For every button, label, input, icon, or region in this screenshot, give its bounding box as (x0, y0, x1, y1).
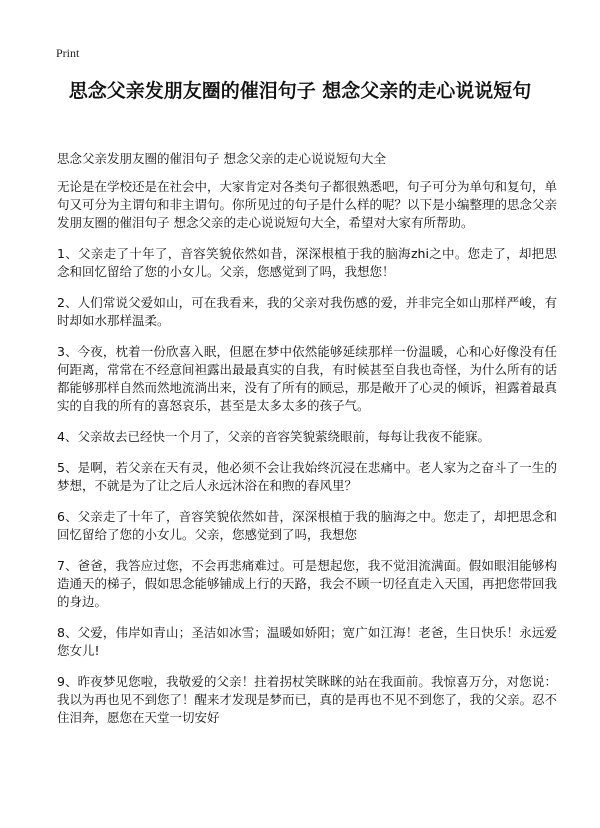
print-label: Print (56, 46, 80, 60)
paragraph-item: 8、父爱，伟岸如青山；圣洁如冰雪；温暖如娇阳；宽广如江海！老爸，生日快乐！永远爱您女儿! (57, 625, 557, 658)
paragraph-item: 5、是啊，若父亲在天有灵，他必须不会让我始终沉浸在悲痛中。老人家为之奋斗了一生的梦想，不就是为了让之后人永远沐浴在和煦的春风里？ (57, 460, 557, 493)
paragraph-item: 6、父亲走了十年了，音容笑貌依然如昔，深深根植于我的脑海之中。您走了，却把思念和回忆留给了您的小女儿。父亲，您感觉到了吗，我想您 (57, 509, 557, 542)
paragraph-item: 2、人们常说父爱如山，可在我看来，我的父亲对我伤感的爱，并非完全如山那样严峻，有时却如水那样温柔。 (57, 295, 557, 328)
paragraph-item: 7、爸爸，我答应过您，不会再悲痛难过。可是想起您，我不觉泪流满面。假如眼泪能够构造通天的梯子，假如思念能够铺成上行的天路，我会不顾一切径直走入天国，再把您带回我的身边。 (57, 558, 558, 609)
article-body (57, 178, 557, 740)
paragraph-item: 4、父亲故去已经快一个月了，父亲的音容笑貌萦绕眼前，每每让我夜不能寐。 (57, 429, 490, 444)
paragraph-item: 3、今夜，枕着一份欣喜入眠，但愿在梦中依然能够延续那样一份温暖，心和心好像没有任何距离，常常在不经意间袒露出最最真实的自我，有时候甚至自我也奇怪，为什么所有的话都能够那样自然而然地流淌出来，没有了所有的顾忌，那是敞开了心灵的倾诉，袒露着最真实的自我的所有的喜怒哀乐，甚至是太多太多的孩子气。 (57, 344, 558, 413)
paragraph-item: 1、父亲走了十年了，音容笑貌依然如昔，深深根植于我的脑海zhi之中。您走了，却把思念和回忆留给了您的小女儿。父亲，您感觉到了吗，我想您！ (57, 246, 557, 279)
paragraph-item: 9、昨夜梦见您啦，我敬爱的父亲！拄着拐杖笑眯眯的站在我面前。我惊喜万分，对您说：我以为再也见不到您了！醒来才发现是梦而已，真的是再也不见不到您了，我的父亲。忍不住泪奔，愿您在天堂一切安好 (57, 674, 558, 725)
intro-paragraph: 无论是在学校还是在社会中，大家肯定对各类句子都很熟悉吧，句子可分为单句和复句，单句又可分为主谓句和非主谓句。你所见过的句子是什么样的呢？以下是小编整理的思念父亲发朋友圈的催泪句子 想念父亲的走心说说短句大全，希望对大家有所帮助。 (57, 179, 558, 230)
page-title: 思念父亲发朋友圈的催泪句子 想念父亲的走心说说短句 (68, 80, 532, 102)
page-subtitle: 思念父亲发朋友圈的催泪句子 想念父亲的走心说说短句大全 (57, 151, 386, 166)
